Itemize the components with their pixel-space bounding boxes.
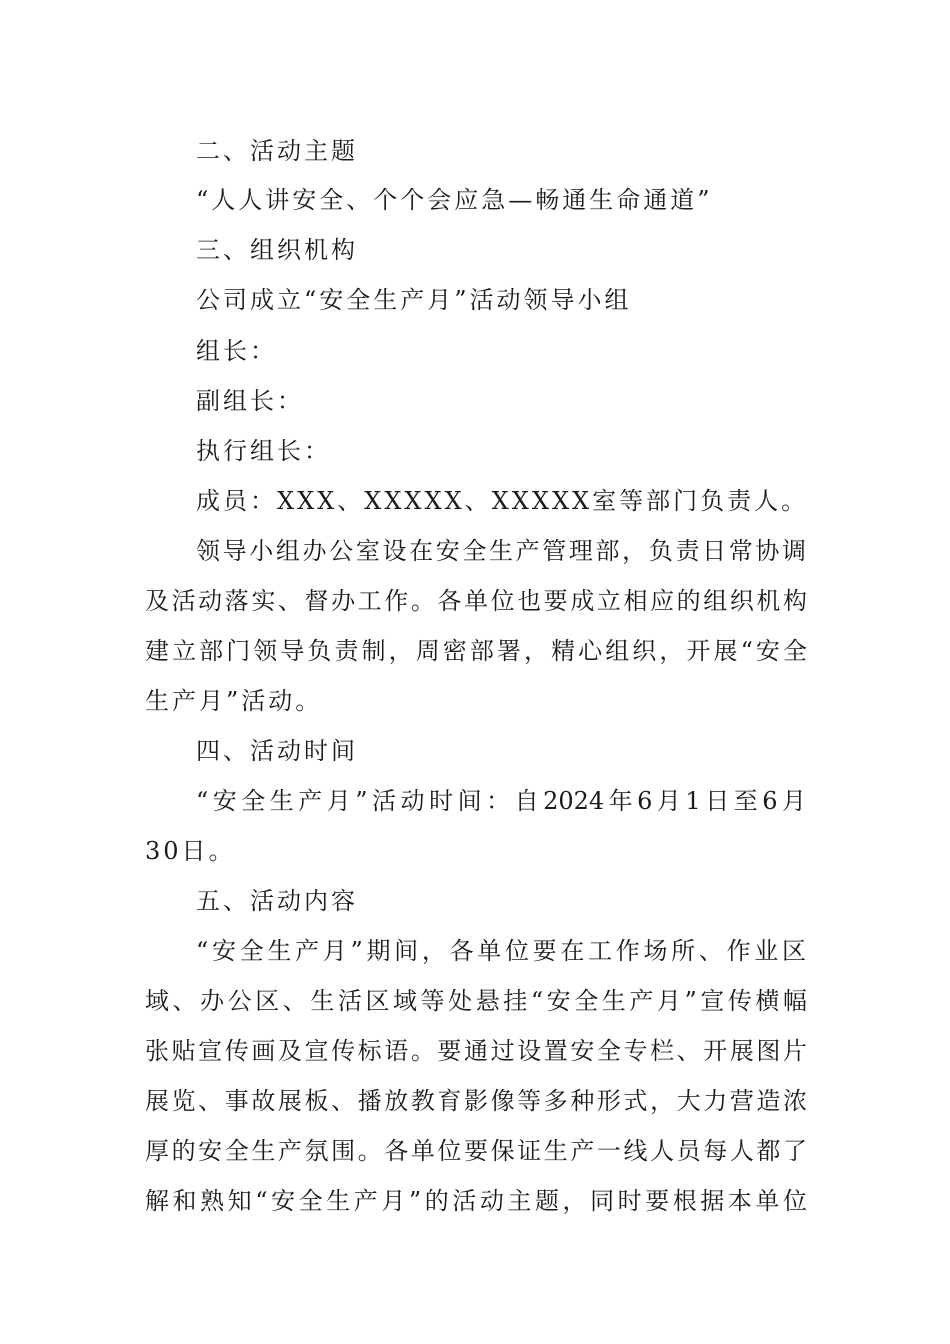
members-line: 成员：XXX、XXXXX、XXXXX室等部门负责人。: [196, 487, 809, 515]
section-heading-organization: 三、组织机构: [196, 236, 358, 264]
body-line: 公司成立“安全生产月”活动领导小组: [196, 286, 632, 314]
body-line: 及活动落实、督办工作。各单位也要成立相应的组织机构: [145, 587, 807, 615]
body-line: 建立部门领导负责制，周密部署，精心组织，开展“安全: [145, 637, 807, 665]
body-line: 张贴宣传画及宣传标语。要通过设置安全专栏、开展图片: [145, 1037, 807, 1065]
deputy-leader-line: 副组长：: [196, 387, 304, 415]
body-line: “安全生产月”期间，各单位要在工作场所、作业区: [196, 937, 806, 965]
body-line: 厚的安全生产氛围。各单位要保证生产一线人员每人都了: [145, 1137, 807, 1165]
executive-leader-line: 执行组长：: [196, 437, 331, 465]
section-heading-content: 五、活动内容: [196, 887, 358, 915]
body-line: 生产月”活动。: [145, 687, 323, 715]
body-line: “安全生产月”活动时间：自2024年6月1日至6月: [196, 787, 806, 815]
body-line: 领导小组办公室设在安全生产管理部，负责日常协调: [196, 537, 806, 565]
body-line: 30日。: [145, 837, 236, 865]
theme-slogan: “人人讲安全、个个会应急—畅通生命通道”: [196, 186, 713, 214]
body-line: 解和熟知“安全生产月”的活动主题，同时要根据本单位: [145, 1187, 807, 1215]
section-heading-theme: 二、活动主题: [196, 137, 358, 165]
body-line: 展览、事故展板、播放教育影像等多种形式，大力营造浓: [145, 1087, 807, 1115]
body-line: 域、办公区、生活区域等处悬挂“安全生产月”宣传横幅: [145, 987, 807, 1015]
section-heading-time: 四、活动时间: [196, 737, 358, 765]
team-leader-line: 组长：: [196, 337, 277, 365]
